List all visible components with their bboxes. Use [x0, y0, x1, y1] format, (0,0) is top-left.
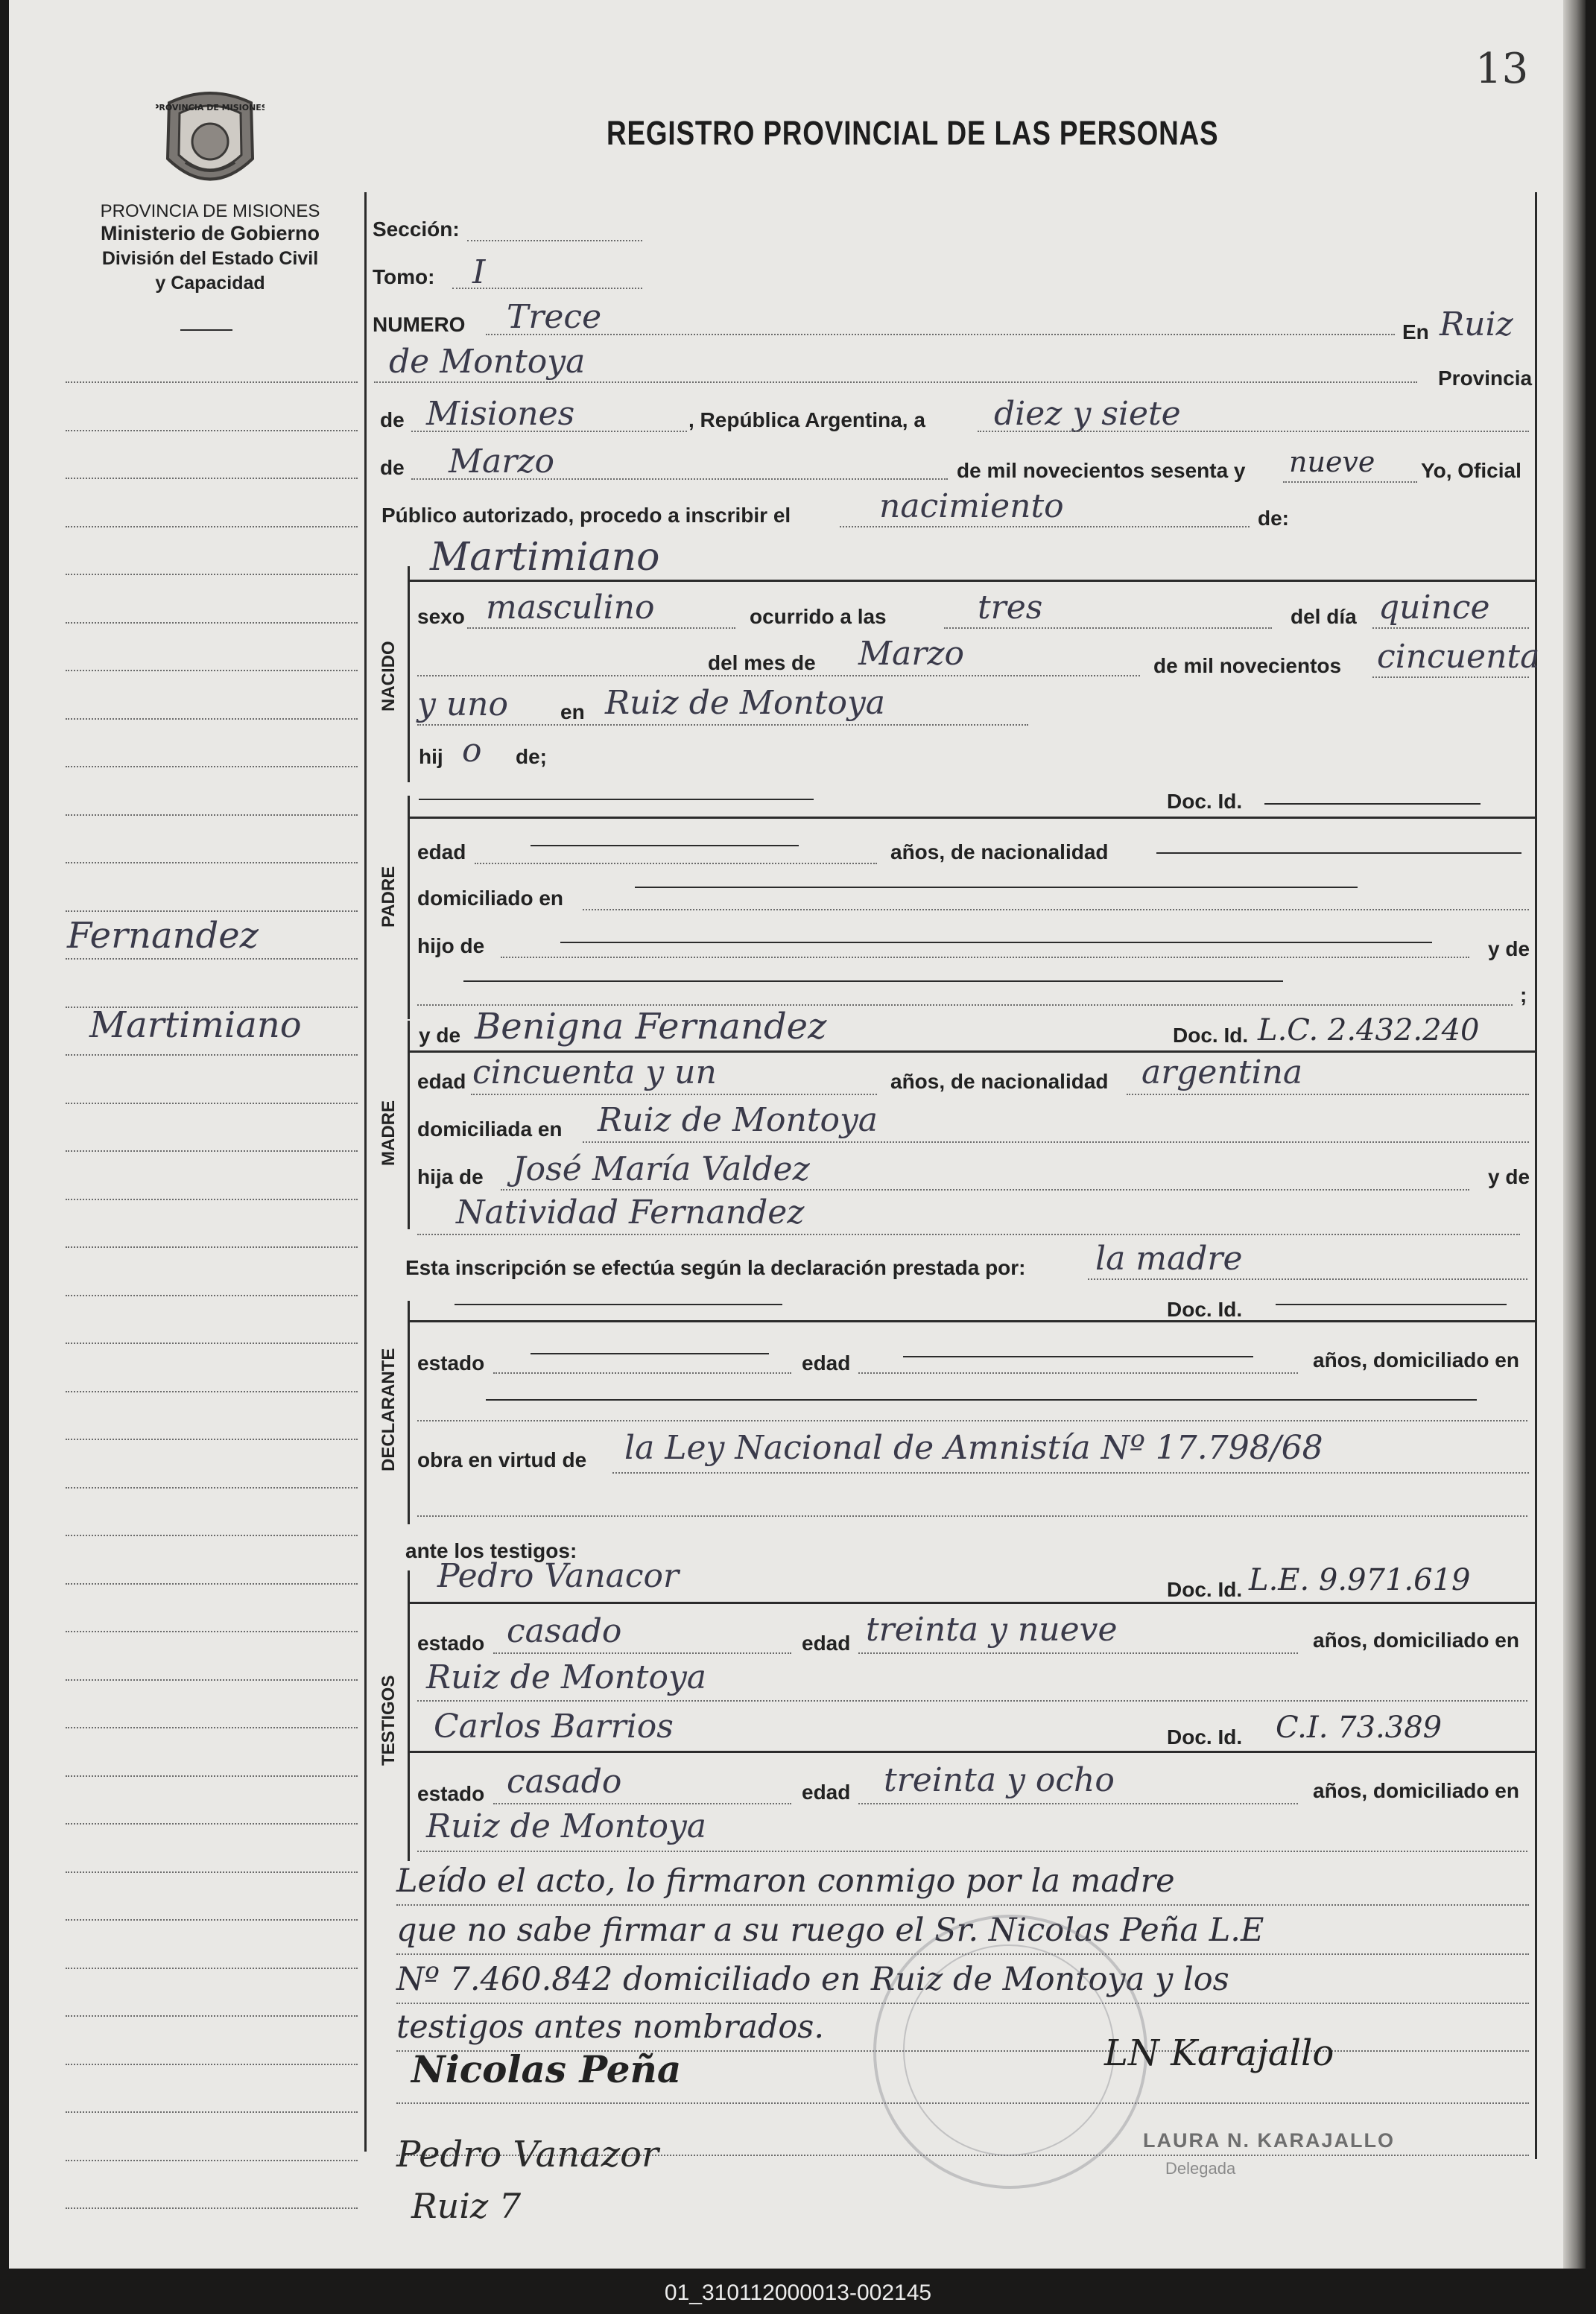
en-lugar-label: en: [560, 700, 585, 723]
testigo2-edad-value: treinta y ocho: [884, 1761, 1115, 1799]
tomo-label: Tomo:: [373, 265, 435, 288]
seccion-label: Sección:: [373, 218, 460, 241]
declarante-doc-label: Doc. Id.: [1167, 1298, 1243, 1321]
madre-dom-label: domiciliada en: [417, 1118, 563, 1141]
padre-hijo-line: [501, 957, 1469, 958]
hij-label: hij: [419, 745, 443, 768]
padre-dom-label: domiciliado en: [417, 887, 564, 910]
ante-label: ante los testigos:: [405, 1539, 577, 1562]
anio-nac-cont: y uno: [417, 685, 509, 723]
margin-rule-line: [66, 1439, 358, 1440]
madre-nac-value: argentina: [1141, 1053, 1303, 1091]
testigo2-doc-value: C.I. 73.389: [1276, 1711, 1443, 1745]
madre-dom-value: Ruiz de Montoya: [598, 1101, 878, 1139]
padre-edad-dash: [531, 845, 799, 846]
testigo2-estado-line: [493, 1803, 791, 1804]
madre-nac-label: años, de nacionalidad: [890, 1070, 1109, 1093]
margin-rule-line: [66, 910, 358, 912]
madre-padre-value: José María Valdez: [513, 1150, 810, 1188]
padre-edad-label: edad: [417, 840, 466, 863]
dia-nac-value: quince: [1378, 589, 1490, 627]
testigo2-estado-label: estado: [417, 1782, 485, 1805]
margin-rule-line: [66, 1631, 358, 1632]
anio-nac-line: [1372, 676, 1529, 678]
testigo2-top-rule: [408, 1751, 1535, 1753]
testigo1-dom-value: Ruiz de Montoya: [426, 1658, 707, 1696]
margin-rule-line: [66, 430, 358, 431]
sexo-label: sexo: [417, 605, 465, 628]
acto-line: [840, 526, 1250, 527]
declarante-estado-label: estado: [417, 1351, 485, 1375]
madre-label: MADRE: [379, 1100, 399, 1166]
provincia-line: [411, 431, 687, 432]
declaracion-label: Esta inscripción se efectúa según la declaración prestada por:: [405, 1256, 1026, 1279]
padre-abuela-dash: [463, 980, 1283, 982]
padre-top-rule: [408, 817, 1535, 819]
padre-hijo-label: hijo de: [417, 934, 485, 957]
declarante-estado-dash: [531, 1353, 769, 1354]
document-title: REGISTRO PROVINCIAL DE LAS PERSONAS: [607, 114, 1219, 152]
closing-line-4: testigos antes nombrados.: [396, 2009, 824, 2046]
numero-line: [486, 334, 1395, 335]
madre-dom-line: [583, 1141, 1529, 1143]
testigos-label: TESTIGOS: [379, 1675, 399, 1766]
officer-name-stamp: LAURA N. KARAJALLO: [1143, 2129, 1395, 2152]
register-page: [9, 0, 1574, 2269]
testigo2-edad-label: edad: [802, 1781, 851, 1804]
lugar-nac-line: [417, 724, 1028, 726]
padre-dom-dash: [635, 887, 1358, 888]
header-division: División del Estado Civil: [101, 248, 319, 269]
madre-doc-value: L.C. 2.432.240: [1258, 1013, 1480, 1047]
margin-rule-line: [66, 766, 358, 767]
tomo-line: [452, 288, 642, 289]
sexo-value: masculino: [486, 589, 655, 627]
testigo1-doc-label: Doc. Id.: [1167, 1578, 1243, 1601]
margin-rule-line: [66, 1871, 358, 1873]
margin-rule-line: [66, 478, 358, 479]
madre-edad-line: [471, 1094, 877, 1095]
declarante-dom-dash: [486, 1399, 1477, 1401]
province-emblem: [156, 88, 265, 200]
margin-rule-line: [66, 1535, 358, 1536]
svg-text:PROVINCIA DE MISIONES: PROVINCIA DE MISIONES: [156, 103, 265, 112]
margin-rule-line: [66, 718, 358, 720]
mil-novecientos-label: de mil novecientos: [1153, 654, 1342, 677]
header-ministry: Ministerio de Gobierno: [100, 222, 320, 244]
official-stamp-inner: [903, 1944, 1115, 2156]
margin-rule-line: [66, 1246, 358, 1248]
en-value: Ruiz: [1440, 305, 1513, 343]
margin-rule-line: [66, 2064, 358, 2065]
declarante-edad-line: [858, 1372, 1298, 1374]
margin-rule-line: [66, 1343, 358, 1344]
del-dia-label: del día: [1291, 605, 1357, 628]
margin-rule-line: [66, 2207, 358, 2209]
padre-nac-dash: [1156, 852, 1521, 854]
mes-nac-line: [417, 675, 1140, 676]
tomo-value: I: [472, 253, 486, 291]
declarante-dom-line: [417, 1420, 1527, 1421]
sexo-line: [467, 627, 735, 629]
margin-rule-line: [66, 2160, 358, 2161]
padre-dom-line: [583, 909, 1529, 910]
obra-label: obra en virtud de: [417, 1448, 587, 1471]
frame-right-line: [1535, 192, 1537, 2159]
madre-nombre-value: Benigna Fernandez: [475, 1006, 827, 1047]
testigos-bracket: [408, 1570, 410, 1861]
declarante-doc-dash: [1276, 1304, 1507, 1305]
header-divider: [180, 329, 232, 331]
margin-rule-line: [66, 958, 358, 960]
testigo2-edad-line: [858, 1803, 1298, 1804]
en-label: En: [1402, 320, 1429, 343]
testigo1-edad-line: [858, 1652, 1298, 1654]
lugar-nac-value: Ruiz de Montoya: [605, 684, 886, 722]
margin-given-name: Martimiano: [89, 1004, 302, 1046]
padre-bracket: [408, 796, 410, 1019]
signature-testigo-2: Ruiz 7: [411, 2186, 522, 2226]
padre-nac-label: años, de nacionalidad: [890, 840, 1109, 863]
margin-rule-line: [66, 1919, 358, 1921]
testigo2-dom-line: [417, 1851, 1527, 1852]
closing-line-1: Leído el acto, lo firmaron conmigo por la madre: [396, 1863, 1175, 1900]
margin-rule-line: [66, 1199, 358, 1200]
madre-edad-value: cincuenta y un: [472, 1053, 717, 1091]
padre-hijo-dash: [560, 942, 1432, 943]
anio-value: nueve: [1289, 446, 1375, 478]
anio-line: [1283, 481, 1417, 483]
declarante-dom-label: años, domiciliado en: [1313, 1348, 1519, 1372]
mil-sesenta-label: de mil novecientos sesenta y: [957, 459, 1246, 482]
testigo1-estado-label: estado: [417, 1632, 485, 1655]
testigo1-dom-label: años, domiciliado en: [1313, 1629, 1519, 1652]
padre-doc-label: Doc. Id.: [1167, 790, 1243, 813]
dia-nac-line: [1372, 627, 1529, 629]
mes-nac-value: Marzo: [858, 635, 964, 673]
declarante-edad-dash: [903, 1356, 1253, 1357]
hij-value: o: [462, 732, 482, 770]
lugar-value: de Montoya: [389, 343, 586, 381]
testigo2-dom-label: años, domiciliado en: [1313, 1779, 1519, 1802]
margin-rule-line: [66, 1103, 358, 1104]
numero-value: Trece: [507, 298, 602, 336]
madre-madre-value: Natividad Fernandez: [456, 1194, 805, 1232]
margin-rule-line: [66, 1823, 358, 1825]
signature-oficial: LN Karajallo: [1104, 2032, 1334, 2074]
nacido-label: NACIDO: [379, 641, 399, 711]
publico-label: Público autorizado, procedo a inscribir el: [381, 504, 791, 527]
testigo2-doc-label: Doc. Id.: [1167, 1725, 1243, 1749]
mes-value: Marzo: [449, 443, 554, 481]
testigo1-doc-value: L.E. 9.971.619: [1249, 1563, 1471, 1597]
closing-line-3: Nº 7.460.842 domiciliado en Ruiz de Montoya y los: [396, 1961, 1229, 1998]
hora-line: [944, 627, 1272, 629]
margin-rule-line: [66, 1968, 358, 1969]
margin-rule-line: [66, 622, 358, 624]
testigo1-edad-value: treinta y nueve: [866, 1611, 1118, 1649]
declarante-label: DECLARANTE: [379, 1348, 399, 1471]
margin-rule-line: [66, 670, 358, 671]
padre-y-de-label: y de: [1488, 937, 1530, 960]
header-capacidad: y Capacidad: [155, 273, 265, 294]
margin-rule-line: [66, 1775, 358, 1777]
madre-hija-label: hija de: [417, 1165, 484, 1188]
margin-rule-line: [66, 1679, 358, 1681]
closing-line-2: que no sabe firmar a su ruego el Sr. Nicolas Peña L.E: [396, 1912, 1264, 1949]
margin-rule-line: [66, 2111, 358, 2113]
margin-rule-line: [66, 1727, 358, 1728]
declarante-estado-line: [493, 1372, 791, 1374]
signature-testigo: Pedro Vanazor: [396, 2134, 659, 2175]
provincia-label: Provincia: [1438, 367, 1533, 390]
madre-edad-label: edad: [417, 1070, 466, 1093]
testigo1-dom-line: [417, 1700, 1527, 1702]
del-mes-label: del mes de: [708, 651, 816, 674]
de-label-2: de: [380, 456, 405, 479]
margin-rule-line: [66, 1295, 358, 1296]
signature-declarante: Nicolas Peña: [411, 2047, 682, 2091]
dia-line: [978, 431, 1529, 432]
madre-y-de-label-2: y de: [1488, 1165, 1530, 1188]
dia-value: diez y siete: [994, 395, 1181, 433]
nacido-bracket: [408, 566, 410, 782]
book-spine: [1563, 0, 1586, 2269]
margin-surname: Fernandez: [67, 915, 259, 957]
padre-name-line: [419, 799, 814, 800]
nacido-top-rule: [408, 580, 1535, 582]
obra-line: [612, 1472, 1529, 1474]
testigo1-top-rule: [408, 1602, 1535, 1604]
numero-label: NUMERO: [373, 313, 466, 336]
lugar-line: [374, 381, 1417, 383]
frame-left-line: [364, 192, 367, 2152]
republica-label: , República Argentina, a: [688, 408, 925, 431]
margin-rule-line: [66, 574, 358, 575]
margin-rule-line: [66, 814, 358, 816]
madre-top-rule: [408, 1050, 1535, 1053]
margin-rule-line: [66, 862, 358, 863]
testigo2-nombre-value: Carlos Barrios: [434, 1708, 674, 1746]
declarante-edad-label: edad: [802, 1351, 851, 1375]
margin-rule-line: [66, 1054, 358, 1056]
header-province: PROVINCIA DE MISIONES: [100, 201, 320, 221]
nombre-value: Martimiano: [430, 535, 660, 580]
hora-value: tres: [978, 589, 1043, 627]
provincia-value: Misiones: [426, 395, 575, 433]
page-number: 13: [1475, 45, 1529, 93]
testigo1-edad-label: edad: [802, 1632, 851, 1655]
officer-title-stamp: Delegada: [1165, 2159, 1236, 2178]
madre-y-de-label: y de: [419, 1024, 461, 1047]
padre-edad-line: [475, 863, 877, 864]
obra-line-2: [417, 1515, 1527, 1517]
margin-rule-line: [66, 2015, 358, 2017]
testigo1-estado-value: casado: [507, 1612, 622, 1650]
margin-rule-line: [66, 1487, 358, 1489]
de-colon-label: de:: [1258, 507, 1289, 530]
margin-rule-line: [66, 1150, 358, 1152]
acto-value: nacimiento: [879, 487, 1064, 525]
declarante-value: la madre: [1095, 1240, 1243, 1278]
yo-oficial-label: Yo, Oficial: [1421, 459, 1521, 482]
padre-label: PADRE: [379, 866, 399, 928]
hij-de-label: de;: [516, 745, 547, 768]
margin-rule-line: [66, 381, 358, 383]
testigo1-estado-line: [493, 1652, 791, 1654]
obra-value: la Ley Nacional de Amnistía Nº 17.798/68: [624, 1429, 1323, 1467]
anio-nac-value: cincuenta: [1377, 638, 1540, 676]
ocurrido-label: ocurrido a las: [750, 605, 887, 628]
padre-doc-line: [1264, 803, 1481, 805]
margin-rule-line: [66, 1391, 358, 1392]
madre-padre-line: [501, 1189, 1469, 1191]
declarante-name-dash: [455, 1304, 782, 1305]
madre-madre-line: [417, 1234, 1520, 1235]
madre-doc-label: Doc. Id.: [1173, 1024, 1249, 1047]
margin-rule-line: [66, 526, 358, 527]
testigo2-dom-value: Ruiz de Montoya: [426, 1807, 707, 1845]
image-caption: 01_310112000013-002145: [664, 2280, 932, 2305]
closing-rule-1: [396, 1904, 1529, 1906]
margin-rule-line: [66, 1583, 358, 1585]
declarante-bracket: [408, 1301, 410, 1524]
testigo1-nombre-value: Pedro Vanacor: [437, 1557, 680, 1595]
declarante-top-rule: [408, 1320, 1535, 1322]
seccion-line: [467, 240, 642, 241]
mes-line: [411, 478, 948, 480]
de-label-1: de: [380, 408, 405, 431]
declarante-line: [1088, 1278, 1527, 1280]
madre-nac-line: [1127, 1094, 1529, 1095]
testigo2-estado-value: casado: [507, 1763, 622, 1801]
padre-semicolon: ;: [1520, 983, 1527, 1007]
